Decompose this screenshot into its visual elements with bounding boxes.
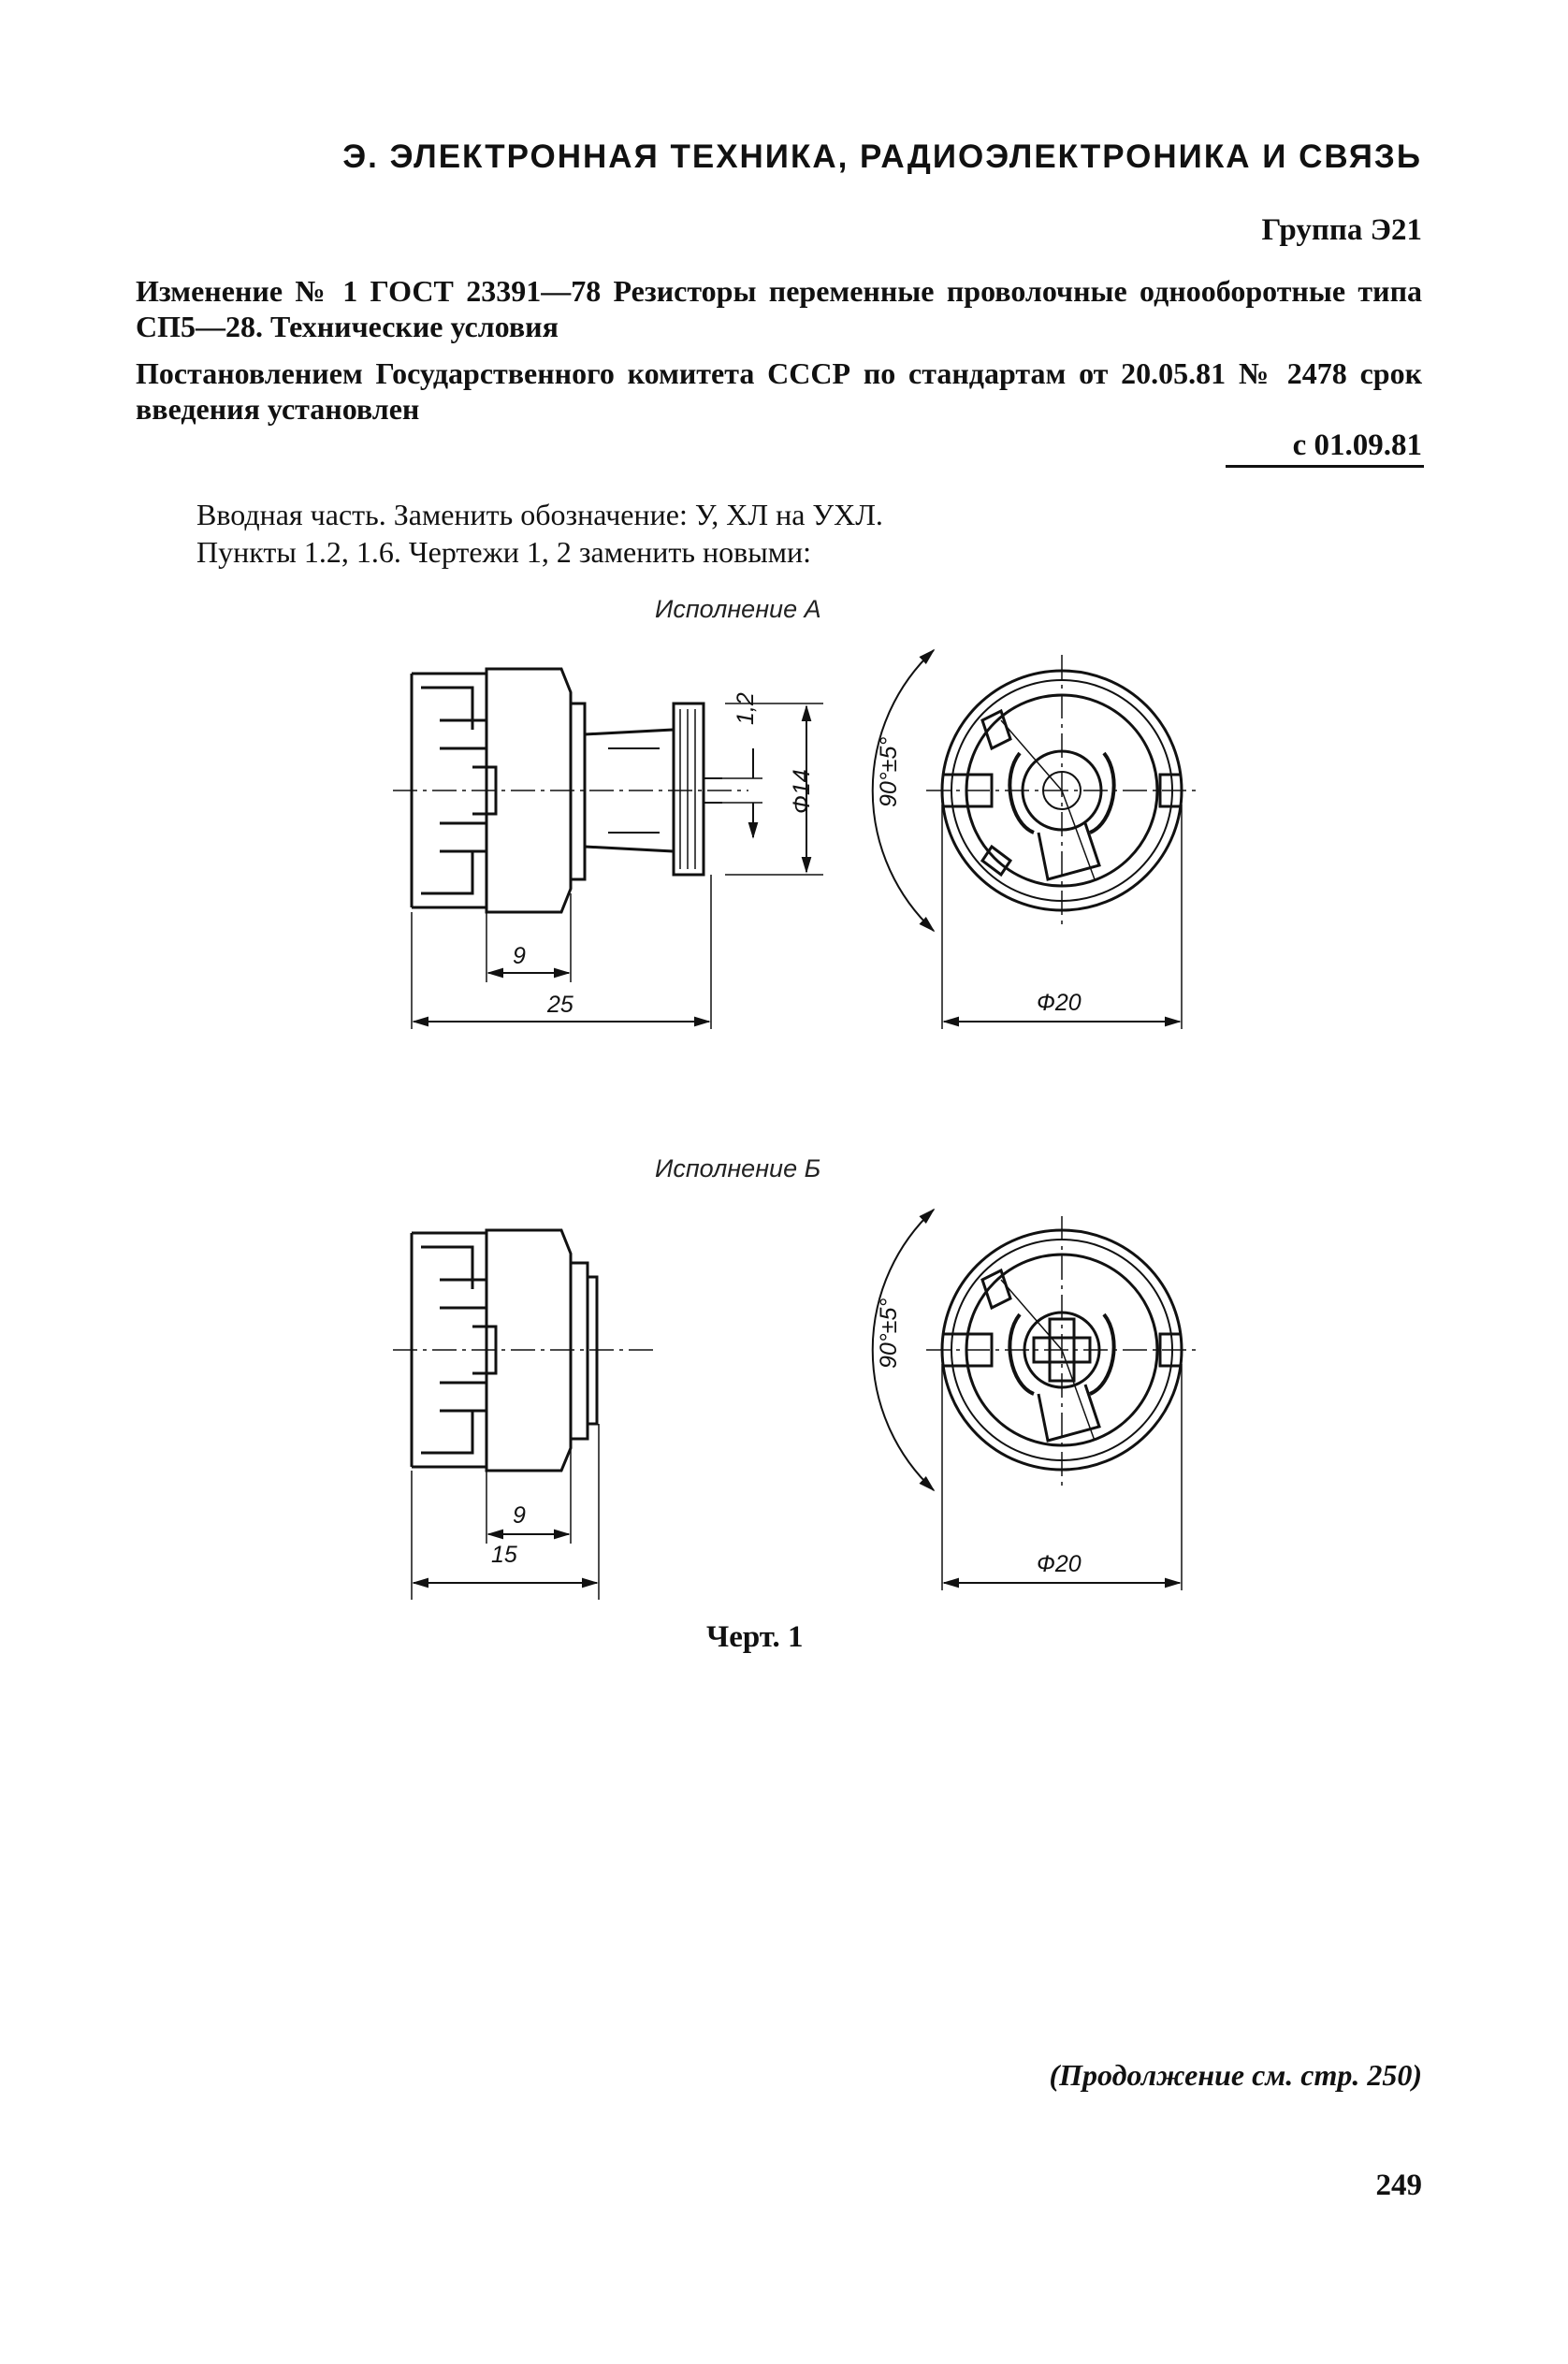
- section-header: Э. ЭЛЕКТРОННАЯ ТЕХНИКА, РАДИОЭЛЕКТРОНИКА И СВЯЗЬ: [342, 138, 1422, 175]
- dim-b-body-dia: Ф20: [1037, 1551, 1082, 1577]
- variant-a-side-view: [393, 669, 823, 1029]
- body-line-items: Пункты 1.2, 1.6. Чертежи 1, 2 заменить новыми:: [196, 535, 811, 569]
- amendment-title: Изменение № 1 ГОСТ 23391—78 Резисторы переменные проволочные однооборотные типа СП5—28. Технические условия: [136, 274, 1422, 343]
- dim-b-base: 9: [513, 1502, 526, 1529]
- dim-a-shaft-dia: Ф14: [789, 769, 815, 814]
- variant-b-side-view: [393, 1230, 655, 1600]
- group-code: Группа Э21: [1261, 213, 1422, 247]
- variant-b-front-view: [873, 1210, 1198, 1590]
- dim-a-gap: 1,2: [733, 692, 759, 725]
- page-number: 249: [1375, 2168, 1422, 2202]
- decree-text: Постановлением Государственного комитета СССР по стандартам от 20.05.81 № 2478 срок введения установлен: [136, 356, 1422, 426]
- dim-a-body-dia: Ф20: [1037, 990, 1082, 1016]
- continuation-note: (Продолжение см. стр. 250): [1049, 2058, 1422, 2092]
- dim-b-length: 15: [491, 1542, 517, 1568]
- caption-variant-b: Исполнение Б: [655, 1154, 821, 1182]
- body-line-intro: Вводная часть. Заменить обозначение: У, ХЛ на УХЛ.: [196, 498, 883, 531]
- dim-a-angle: 90°±5°: [876, 736, 902, 807]
- dim-a-length: 25: [547, 992, 573, 1018]
- variant-a-front-view: [873, 650, 1198, 1029]
- figure-label: Черт. 1: [706, 1620, 804, 1654]
- caption-variant-a: Исполнение А: [655, 595, 821, 623]
- effective-date: с 01.09.81: [1292, 428, 1422, 462]
- dim-a-base: 9: [513, 943, 526, 969]
- dim-b-angle: 90°±5°: [876, 1298, 902, 1369]
